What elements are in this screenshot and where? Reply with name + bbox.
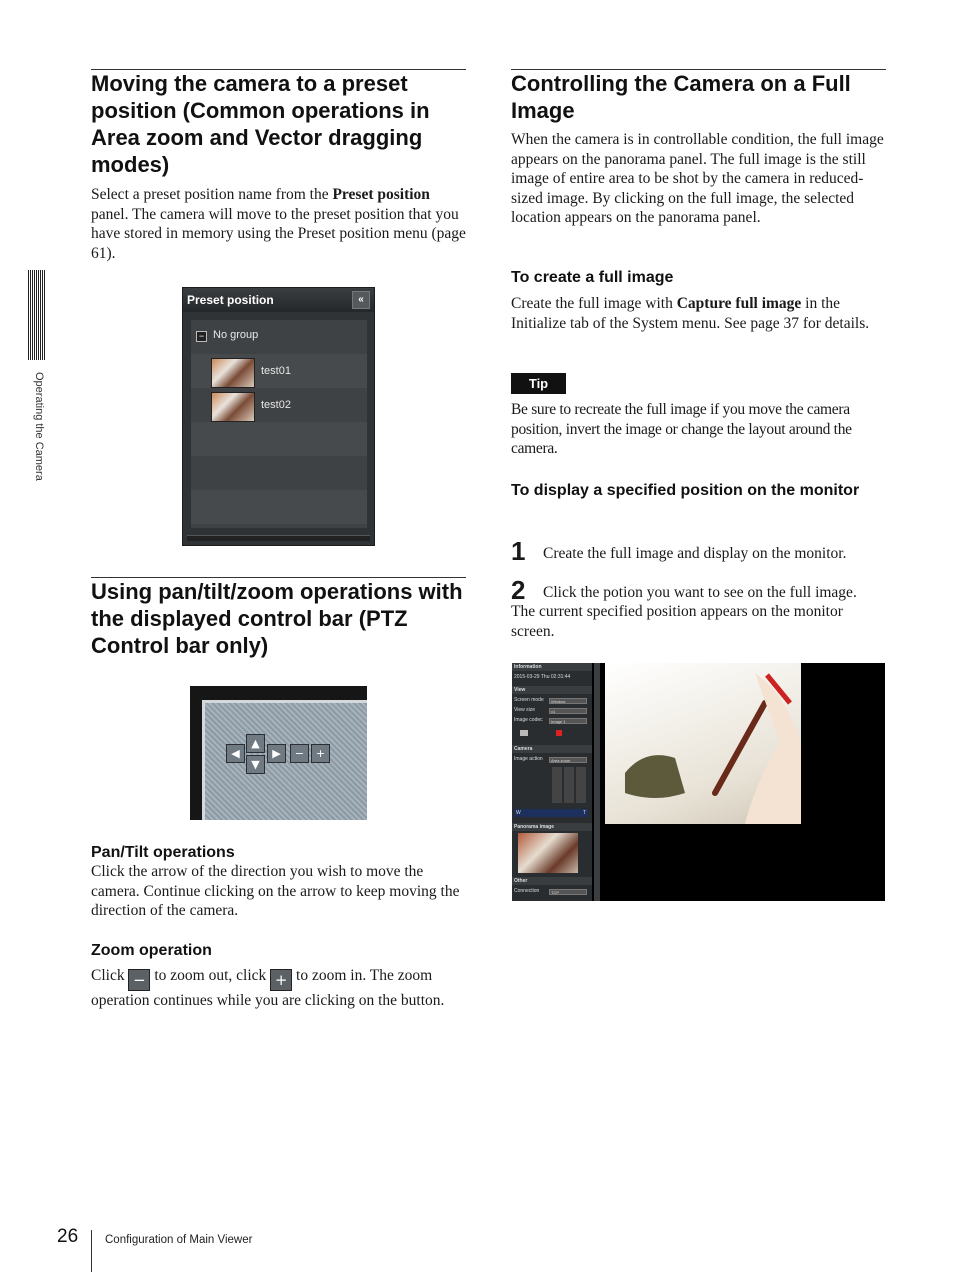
step-extra-text: The current specified position appears on the monitor screen. (511, 603, 843, 640)
horizontal-scrollbar[interactable] (187, 535, 370, 541)
step-text: Create the full image and display on the monitor. (543, 545, 847, 562)
zoom-out-icon: − (128, 969, 150, 991)
pan-right-icon[interactable]: ▶ (267, 744, 286, 763)
full-image-section-heading: Controlling the Camera on a Full Image (511, 71, 851, 123)
zoom-heading: Zoom operation (91, 942, 212, 959)
preset-item[interactable] (191, 388, 367, 422)
tilt-down-icon[interactable]: ▼ (246, 755, 265, 774)
create-full-image-body: Create the full image with Capture full image in the Initialize tab of the System menu. See page 37 for details. (511, 295, 870, 332)
zoom-tele-label: T (582, 810, 586, 816)
panel-section-header: View (512, 686, 592, 694)
preset-thumbnail (211, 392, 255, 422)
field-label: Image codec (514, 717, 543, 723)
panorama-image[interactable] (518, 833, 578, 873)
preset-section-heading: Moving the camera to a preset position (Common operations in Area zoom and Vector dragging modes) (91, 71, 430, 177)
zoom-body: Click − to zoom out, click + to zoom in. The zoom operation continues while you are clicking on the button. (91, 967, 445, 1009)
zoom-slider[interactable] (514, 809, 588, 817)
step-number: 1 (511, 536, 526, 566)
preset-position-panel (182, 287, 375, 546)
connection-select[interactable]: TCP (549, 889, 587, 895)
panel-section-header: Information (512, 663, 592, 671)
zoom-wide-label: W (516, 810, 521, 816)
tip-badge: Tip (511, 373, 566, 394)
object-shape (625, 755, 685, 798)
image-action-select[interactable]: Area zoom (549, 757, 587, 763)
preset-group-label: No group (213, 329, 259, 341)
tilt-up-icon[interactable]: ▲ (246, 734, 265, 753)
pen-shape (715, 703, 765, 793)
ptz-control-bar-screenshot (190, 686, 367, 820)
preset-thumbnail (211, 358, 255, 388)
field-label: View size (514, 707, 536, 713)
preset-list (191, 320, 367, 528)
collapse-icon[interactable]: « (352, 291, 370, 309)
create-full-image-heading: To create a full image (511, 269, 674, 286)
viewer-control-panel (512, 663, 592, 901)
footer-divider (91, 1230, 92, 1272)
panel-scrollbar[interactable] (594, 663, 600, 901)
footer-title: Configuration of Main Viewer (105, 1234, 253, 1246)
preset-group-row[interactable] (191, 320, 367, 354)
camera-icon[interactable] (520, 730, 528, 736)
zoom-in-icon[interactable]: + (311, 744, 330, 763)
preset-panel-title-bar (183, 288, 374, 312)
page-number: 26 (57, 1226, 79, 1247)
panel-section-header: Other (512, 877, 592, 885)
preset-item-label: test02 (261, 399, 291, 411)
preset-section-body: Select a preset position name from the Preset position panel. The camera will move to the preset position that you have stored in memory using the Preset position menu (page 61). (91, 186, 466, 262)
tip-body: Be sure to recreate the full image if you move the camera position, invert the image or change the layout around the camera. (511, 401, 852, 457)
field-label: Connection (514, 888, 540, 894)
preset-empty-row (191, 456, 367, 490)
pan-tilt-body: Click the arrow of the direction you wish to move the camera. Continue clicking on the arrow to keep moving the direction of the camera. (91, 863, 460, 919)
sidebar-section-label: Operating the Camera (33, 372, 45, 481)
direction-pad[interactable] (552, 767, 588, 803)
sidebar-tab-marker (28, 270, 46, 360)
zoom-out-icon[interactable]: − (290, 744, 309, 763)
panel-section-header: Panorama image (512, 823, 592, 831)
preset-panel-title: Preset position (187, 293, 274, 307)
step-number: 2 (511, 575, 526, 605)
panel-section-header: Camera (512, 745, 592, 753)
field-label: Screen mode (514, 697, 544, 703)
zoom-in-icon: + (270, 969, 292, 991)
field-label: Image action (514, 756, 543, 762)
hand-writing-illustration (605, 663, 801, 824)
pan-tilt-heading: Pan/Tilt operations (91, 844, 235, 861)
collapse-group-icon[interactable]: − (196, 331, 207, 342)
preset-item-label: test01 (261, 365, 291, 377)
preset-empty-row (191, 490, 367, 524)
pan-left-icon[interactable]: ◀ (226, 744, 245, 763)
monitor-screenshot (512, 663, 885, 901)
ptz-section-heading: Using pan/tilt/zoom operations with the displayed control bar (PTZ Control bar only) (91, 579, 463, 658)
image-codec-select[interactable]: Image 1 (549, 718, 587, 724)
datetime-text: 2015-03-29 Thu 02:31:44 (514, 674, 571, 680)
view-size-select[interactable]: x1 (549, 708, 587, 714)
monitor-image (605, 663, 801, 824)
record-icon[interactable] (556, 730, 562, 736)
display-position-heading: To display a specified position on the monitor (511, 482, 860, 499)
hand-shape (745, 673, 801, 824)
preset-item[interactable] (191, 354, 367, 388)
preset-empty-row (191, 422, 367, 456)
step-text: Click the potion you want to see on the full image. (543, 584, 857, 601)
full-image-section-body: When the camera is in controllable condition, the full image appears on the panorama panel. The full image is the still image of entire area to be shot by the camera in reduced-sized image. By clicking on the full image, the selected location appears on the panorama panel. (511, 131, 884, 226)
screen-mode-select[interactable]: Window (549, 698, 587, 704)
